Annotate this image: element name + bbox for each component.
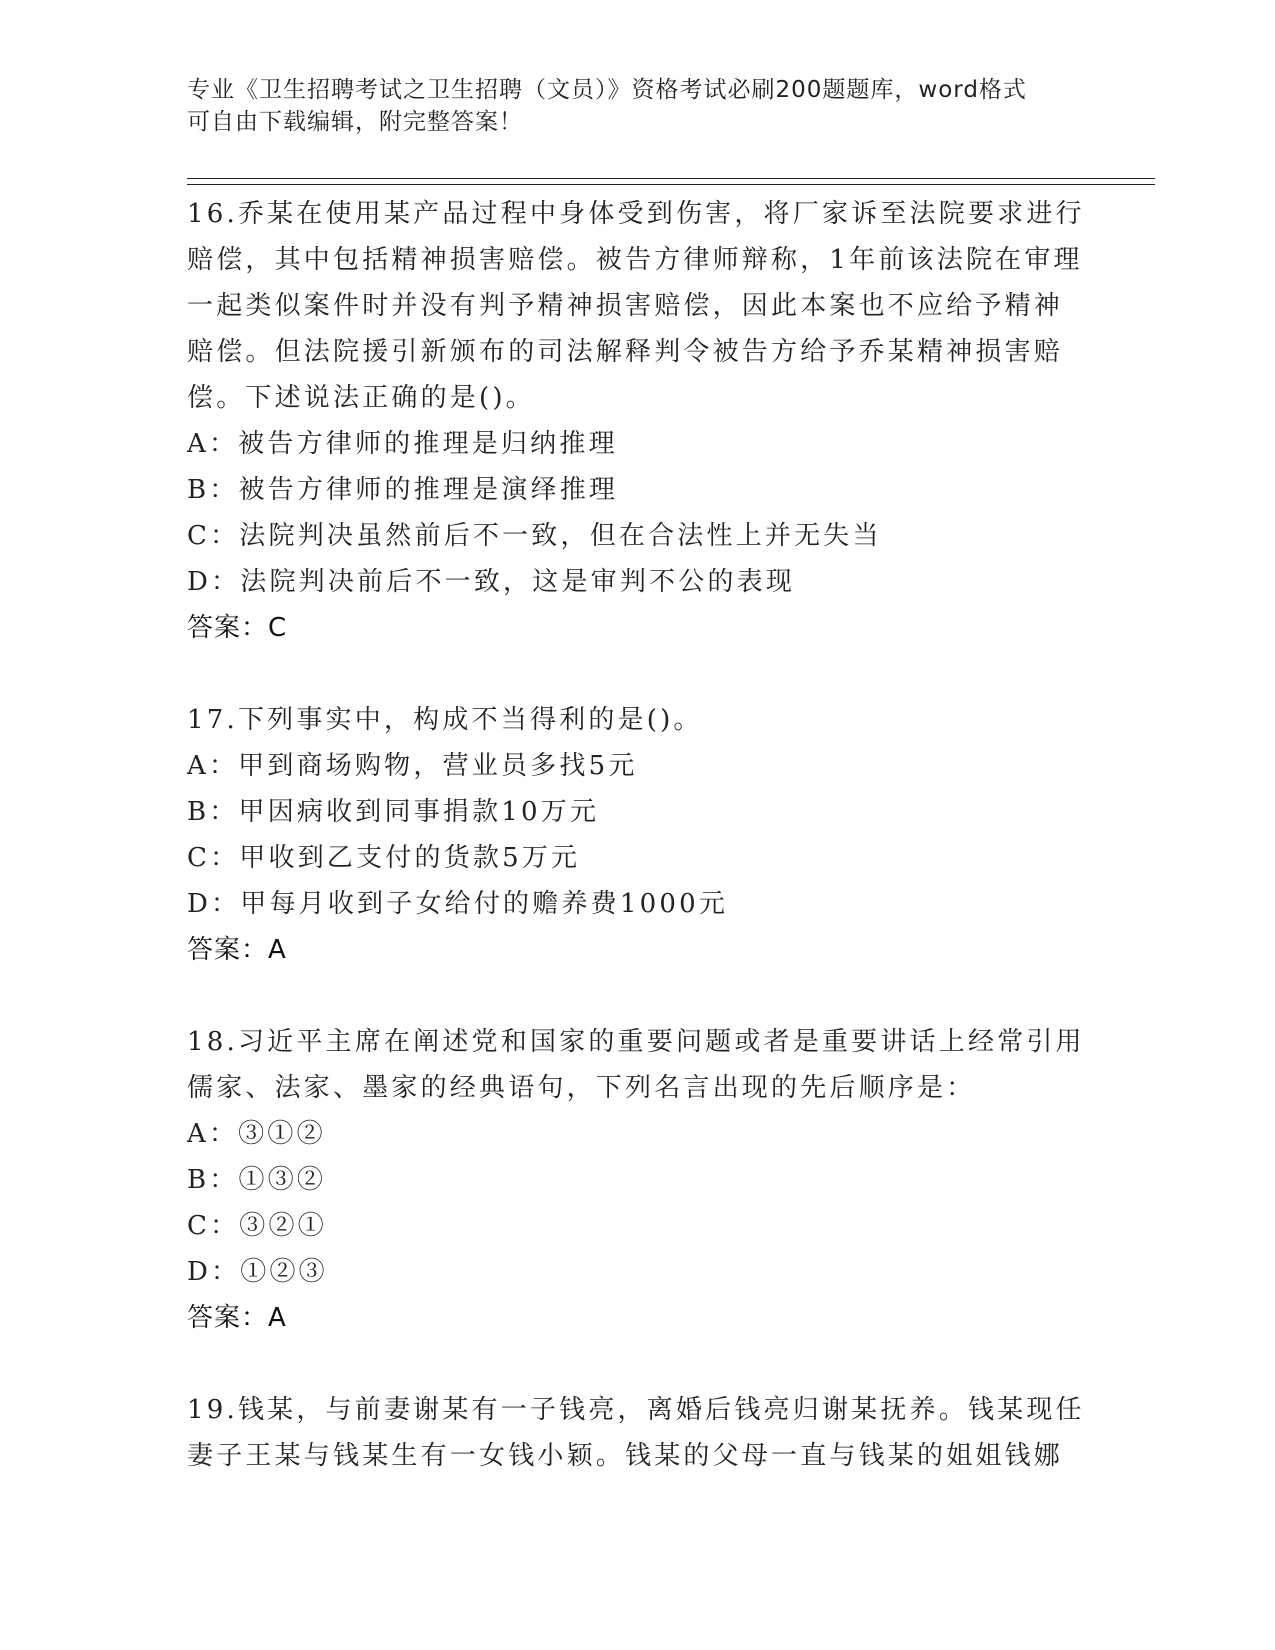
- question-18: [187, 1019, 1087, 1341]
- question-text-line: 儒家、法家、墨家的经典语句，下列名言出现的先后顺序是：: [187, 1073, 976, 1103]
- question-text-line: 19.钱某，与前妻谢某有一子钱亮，离婚后钱亮归谢某抚养。钱某现任: [187, 1395, 1085, 1425]
- option-d: D：法院判决前后不一致，这是审判不公的表现: [187, 567, 796, 597]
- header-line-1: 专业《卫生招聘考试之卫生招聘（文员）》资格考试必刷200题题库，word格式: [187, 77, 1027, 103]
- question-19: [187, 1387, 1087, 1479]
- question-text-line: 偿。下述说法正确的是()。: [187, 383, 535, 413]
- question-spacer: [187, 651, 1087, 697]
- question-text-line: 18.习近平主席在阐述党和国家的重要问题或者是重要讲话上经常引用: [187, 1027, 1085, 1057]
- option-c: C：甲收到乙支付的货款5万元: [187, 843, 581, 873]
- question-spacer: [187, 1341, 1087, 1387]
- header-line-2: 可自由下载编辑，附完整答案！: [187, 109, 523, 135]
- question-text-line: 赔偿，其中包括精神损害赔偿。被告方律师辩称，1年前该法院在审理: [187, 245, 1083, 275]
- question-17: [187, 697, 1087, 973]
- option-b: B：甲因病收到同事捐款10万元: [187, 797, 600, 827]
- option-c: C：法院判决虽然前后不一致，但在合法性上并无失当: [187, 521, 882, 551]
- answer: 答案：A: [187, 935, 287, 965]
- header-divider-bottom: [187, 184, 1155, 185]
- option-a: A：甲到商场购物，营业员多找5元: [187, 751, 638, 781]
- answer: 答案：A: [187, 1303, 287, 1333]
- option-d: D：①②③: [187, 1257, 328, 1287]
- question-16: [187, 191, 1087, 651]
- answer: 答案：C: [187, 613, 288, 643]
- question-text-line: 16.乔某在使用某产品过程中身体受到伤害，将厂家诉至法院要求进行: [187, 199, 1085, 229]
- option-b: B：①③②: [187, 1165, 327, 1195]
- question-text-line: 17.下列事实中，构成不当得利的是()。: [187, 705, 703, 735]
- option-d: D：甲每月收到子女给付的赡养费1000元: [187, 889, 729, 919]
- question-text-line: 妻子王某与钱某生有一女钱小颖。钱某的父母一直与钱某的姐姐钱娜: [187, 1441, 1064, 1471]
- option-a: A：③①②: [187, 1119, 326, 1149]
- question-text-line: 一起类似案件时并没有判予精神损害赔偿，因此本案也不应给予精神: [187, 291, 1064, 321]
- option-c: C：③②①: [187, 1211, 327, 1241]
- question-list: [187, 191, 1087, 1479]
- option-a: A：被告方律师的推理是归纳推理: [187, 429, 618, 459]
- question-spacer: [187, 973, 1087, 1019]
- document-header: [187, 74, 1087, 138]
- question-text-line: 赔偿。但法院援引新颁布的司法解释判令被告方给予乔某精神损害赔: [187, 337, 1064, 367]
- option-b: B：被告方律师的推理是演绎推理: [187, 475, 619, 505]
- header-divider-top: [187, 178, 1155, 179]
